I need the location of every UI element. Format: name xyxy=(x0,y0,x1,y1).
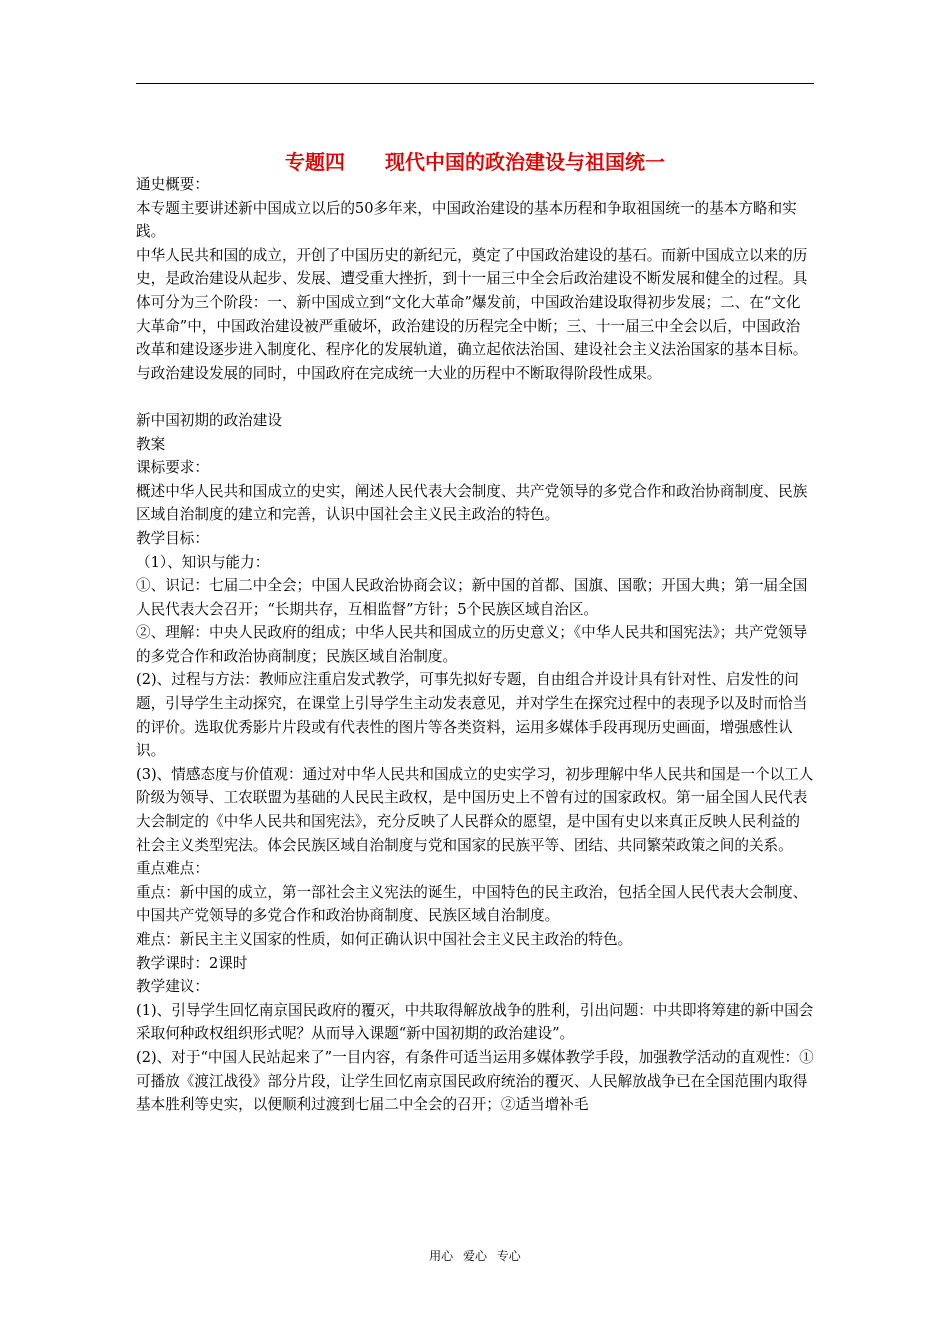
blank-line xyxy=(136,385,814,409)
paragraph: 课标要求： xyxy=(136,459,209,477)
page-title: 专题四 现代中国的政治建设与祖国统一 xyxy=(285,150,665,174)
paragraph: (2)、对于“中国人民站起来了”一目内容，有条件可适当运用多媒体教学手段，加强教学活动的直观性：①可播放《渡江战役》部分片段，让学生回忆南京国民政府统治的覆灭、人民解放战争已在全国范围内取得基本胜利等史实，以便顺利过渡到七届二中全会的召开；②适当增补毛 xyxy=(136,1048,814,1114)
paragraph: 教学课时：2课时 xyxy=(136,954,248,972)
paragraph: 通史概要： xyxy=(136,176,209,193)
paragraph: 重点难点： xyxy=(136,860,209,878)
paragraph: 中华人民共和国的成立，开创了中国历史的新纪元，奠定了中国政治建设的基石。而新中国成立以来的历史，是政治建设从起步、发展、遭受重大挫折，到十一届三中全会后政治建设不断发展和健全的过程。具体可分为三个阶段：一、新中国成立到“文化大革命”爆发前，中国政治建设取得初步发展；二、在“文化大革命”中，中国政治建设被严重破坏，政治建设的历程完全中断；三、十一届三中全会以后，中国政治改革和建设逐步进入制度化、程序化的发展轨道，确立起依法治国、建设社会主义法治国家的基本目标。与政治建设发展的同时，中国政府在完成统一大业的历程中不断取得阶段性成果。 xyxy=(136,246,808,382)
paragraph: (2)、过程与方法：教师应注重启发式教学，可事先拟好专题，自由组合并设计具有针对性、启发性的问题，引导学生主动探究，在课堂上引导学生主动发表意见，并对学生在探究过程中的表现予以及时而恰当的评价。选取优秀影片片段或有代表性的图片等各类资料，运用多媒体手段再现历史画面，增强感性认识。 xyxy=(136,671,808,760)
paragraph: ②、理解：中央人民政府的组成；中华人民共和国成立的历史意义；《中华人民共和国宪法》；共产党领导的多党合作和政治协商制度；民族区域自治制度。 xyxy=(136,624,808,665)
paragraph: 重点：新中国的成立，第一部社会主义宪法的诞生，中国特色的民主政治，包括全国人民代表大会制度、中国共产党领导的多党合作和政治协商制度、民族区域自治制度。 xyxy=(136,883,808,925)
page-footer: 用心 爱心 专心 xyxy=(429,1249,521,1263)
section-heading: 新中国初期的政治建设 xyxy=(136,411,282,429)
paragraph: (1)、引导学生回忆南京国民政府的覆灭，中共取得解放战争的胜利，引出问题：中共即将筹建的新中国会采取何种政权组织形式呢？从而导入课题“新中国初期的政治建设”。 xyxy=(136,1001,814,1043)
paragraph: 本专题主要讲述新中国成立以后的50多年来，中国政治建设的基本历程和争取祖国统一的基本方略和实践。 xyxy=(136,199,797,241)
paragraph: (3)、情感态度与价值观：通过对中华人民共和国成立的史实学习，初步理解中华人民共和国是一个以工人阶级为领导、工农联盟为基础的人民民主政权，是中国历史上不曾有过的国家政权。第一届全国人民代表大会制定的《中华人民共和国宪法》，充分反映了人民群众的愿望，是中国有史以来真正反映人民利益的社会主义类型宪法。体会民族区域自治制度与党和国家的民族平等、团结、共同繁荣政策之间的关系。 xyxy=(136,765,814,854)
paragraph: 难点：新民主主义国家的性质，如何正确认识中国社会主义民主政治的特色。 xyxy=(136,931,633,948)
paragraph: 教案 xyxy=(136,435,166,453)
document-body xyxy=(136,173,814,1117)
paragraph: 教学建议： xyxy=(136,978,209,996)
header-rule xyxy=(136,83,814,84)
paragraph: ①、识记：七届二中全会；中国人民政治协商会议；新中国的首都、国旗、国歌；开国大典；第一届全国人民代表大会召开；“长期共存，互相监督”方针；5个民族区域自治区。 xyxy=(136,577,808,618)
paragraph: 教学目标： xyxy=(136,529,209,547)
paragraph: （1）、知识与能力： xyxy=(136,553,270,571)
paragraph: 概述中华人民共和国成立的史实，阐述人民代表大会制度、共产党领导的多党合作和政治协商制度、民族区域自治制度的建立和完善，认识中国社会主义民主政治的特色。 xyxy=(136,482,808,524)
